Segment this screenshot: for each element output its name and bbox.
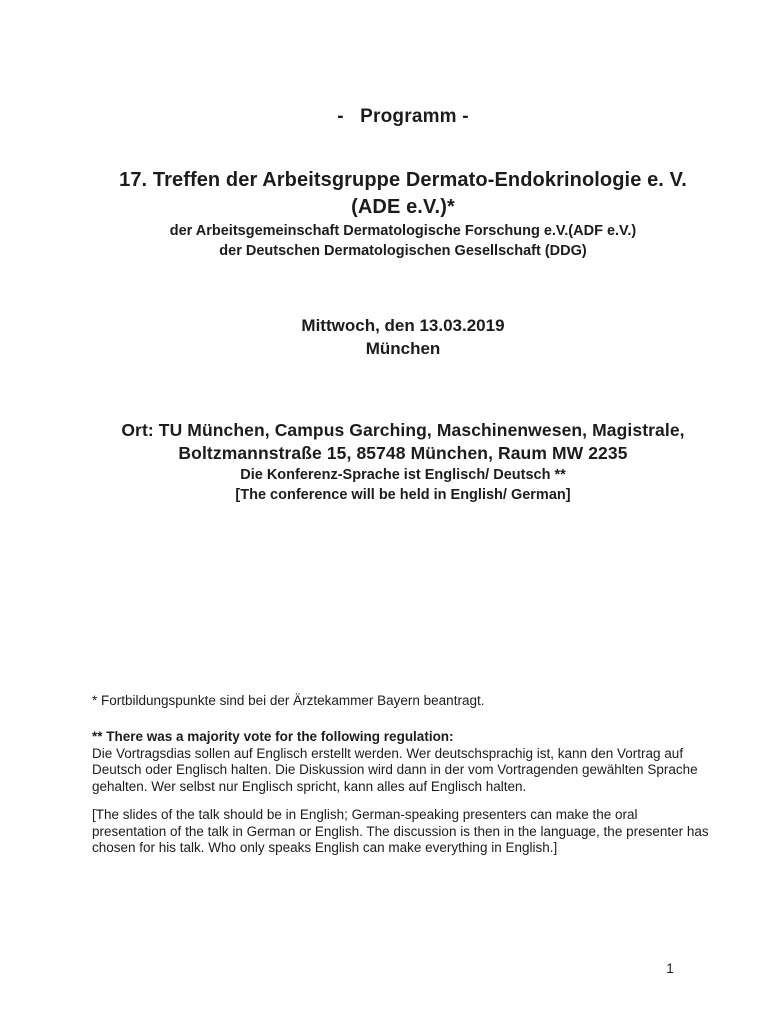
credit-footnote: * Fortbildungspunkte sind bei der Ärztekammer Bayern beantragt. [92, 693, 485, 708]
conference-language-english: [The conference will be held in English/ German] [235, 487, 571, 503]
meeting-location-line1: Ort: TU München, Campus Garching, Maschinenwesen, Magistrale, [121, 420, 685, 440]
regulation-text-english: [The slides of the talk should be in English; German-speaking presenters can make the oral presentation of the talk in German or English. The discussion is then in the language, the presenter has chosen for his talk. Who only speaks English can make everything in English.] [92, 807, 709, 855]
meeting-subheading [92, 221, 714, 261]
meeting-heading [92, 167, 714, 221]
regulation-note [92, 729, 714, 795]
page-number: 1 [666, 961, 674, 976]
regulation-text-german: Die Vortragsdias sollen auf Englisch erstellt werden. Wer deutschsprachig ist, kann den Vortrag auf Deutsch oder Englisch halten. Die Diskussion wird dann in der vom Vortragenden gewählten Sprache gehalten. Wer selbst nur Englisch spricht, kann alles auf Englisch halten. [92, 745, 698, 794]
conference-language [92, 465, 714, 505]
meeting-subheading-line1: der Arbeitsgemeinschaft Dermatologische Forschung e.V.(ADF e.V.) [169, 223, 637, 239]
meeting-location-line2: Boltzmannstraße 15, 85748 München, Raum MW 2235 [178, 443, 628, 463]
program-title: - Programm - [337, 106, 469, 127]
regulation-heading: ** There was a majority vote for the following regulation: [92, 729, 454, 744]
meeting-subheading-line2: der Deutschen Dermatologischen Gesellschaft (DDG) [219, 243, 587, 259]
meeting-location [92, 419, 714, 465]
meeting-heading-line2: (ADE e.V.)* [351, 196, 455, 218]
conference-language-german: Die Konferenz-Sprache ist Englisch/ Deutsch ** [240, 467, 566, 483]
meeting-date-line: Mittwoch, den 13.03.2019 [301, 316, 505, 335]
meeting-date [92, 314, 714, 360]
meeting-heading-line1: 17. Treffen der Arbeitsgruppe Dermato-Endokrinologie e. V. [119, 169, 687, 191]
meeting-city: München [365, 339, 441, 358]
